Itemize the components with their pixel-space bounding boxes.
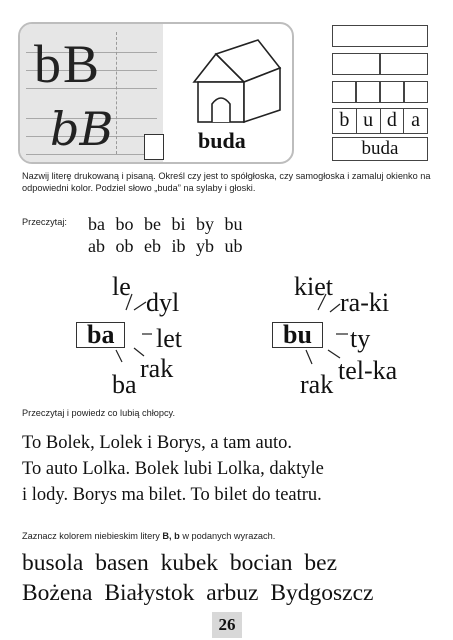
box-letter[interactable]	[332, 81, 356, 103]
instruction-3	[22, 530, 275, 542]
words-line-1: busola basen kubek bocian bez	[22, 550, 338, 576]
web-word: ba	[112, 370, 137, 399]
web-word: ra-ki	[340, 288, 390, 317]
instruction-3-letters: B, b	[162, 531, 180, 541]
guide-dash	[116, 32, 117, 154]
letter-cell: d	[381, 109, 405, 133]
page-number-box	[212, 612, 242, 638]
color-box[interactable]	[144, 134, 164, 160]
syllables-row-1: ba bo be bi by bu	[88, 214, 243, 234]
web-word: kiet	[294, 272, 333, 301]
web-word: dyl	[146, 288, 180, 317]
instruction-2: Przeczytaj i powiedz co lubią chłopcy.	[22, 408, 176, 418]
web-center: bu	[272, 322, 323, 348]
box-letter[interactable]	[380, 81, 404, 103]
story-line: To Bolek, Lolek i Borys, a tam auto.	[22, 433, 292, 453]
page-number: 26	[218, 615, 236, 634]
syllables-row-2: ab ob eb ib yb ub	[88, 236, 243, 256]
web-word: let	[156, 324, 182, 353]
box-syllable-1[interactable]	[332, 53, 380, 75]
letter-card	[18, 22, 294, 164]
box-row-1[interactable]	[332, 25, 428, 47]
letter-cell: a	[411, 109, 421, 131]
letter-cell: b	[333, 109, 357, 133]
letter-panel	[20, 24, 163, 162]
printed-letters: bB	[34, 34, 102, 94]
web-word: rak	[300, 370, 334, 399]
box-letter[interactable]	[356, 81, 380, 103]
word-box: buda	[332, 137, 428, 161]
instruction-3-after: w podanych wyrazach.	[179, 531, 276, 541]
script-letters: bB	[50, 102, 114, 156]
picture-word: buda	[198, 128, 246, 153]
read-label: Przeczytaj:	[22, 217, 67, 227]
web-word: rak	[140, 354, 174, 383]
web-word: le	[112, 272, 131, 301]
words-line-2: Bożena Białystok arbuz Bydgoszcz	[22, 580, 374, 606]
web-center: ba	[76, 322, 125, 348]
web-word: ty	[350, 324, 371, 353]
letter-boxes	[332, 108, 428, 134]
instruction-1: Nazwij literę drukowaną i pisaną. Określ czy jest to spółgłoska, czy samogłoska i zamaluj okienko na odpowiedni kolor. Podziel słowo „buda” na sylaby i głoski.	[22, 171, 431, 193]
story-text	[22, 430, 442, 508]
box-letter[interactable]	[404, 81, 428, 103]
instruction-3-before: Zaznacz kolorem niebieskim litery	[22, 531, 163, 541]
web-word: tel-ka	[338, 356, 398, 385]
story-line: To auto Lolka. Bolek lubi Lolka, daktyle	[22, 459, 324, 479]
house-icon	[188, 34, 284, 126]
story-line: i lody. Borys ma bilet. To bilet do teatru.	[22, 485, 322, 505]
box-syllable-2[interactable]	[380, 53, 428, 75]
letter-cell: u	[357, 109, 381, 133]
